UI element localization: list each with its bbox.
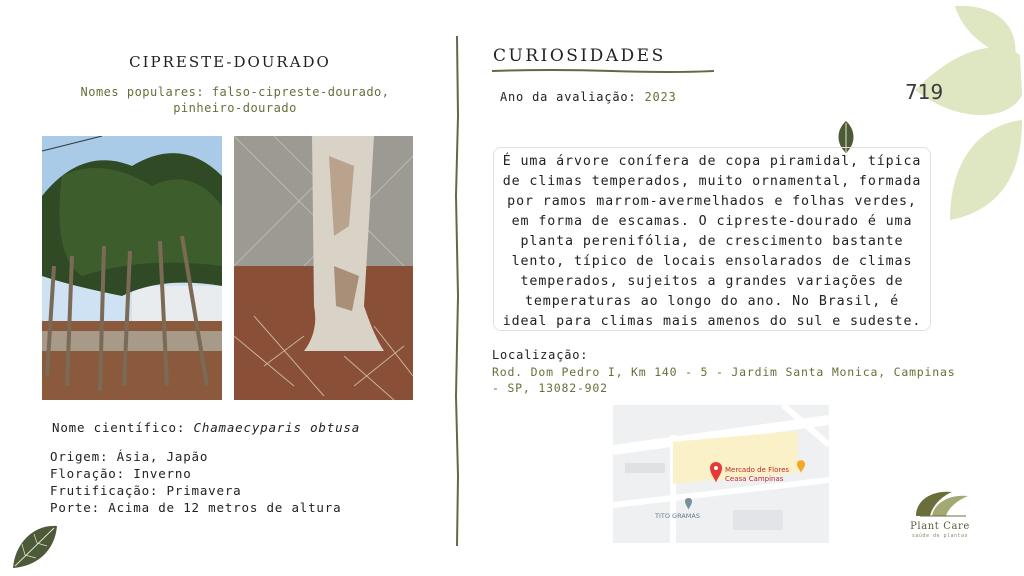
decorative-leaf-bottom-left bbox=[10, 522, 60, 570]
year-label: Ano da avaliação: bbox=[500, 90, 637, 104]
popular-names-label: Nomes populares: bbox=[80, 85, 205, 99]
scientific-name-label: Nome científico: bbox=[52, 420, 186, 435]
brand-name: Plant Care bbox=[910, 521, 970, 532]
flowering-text: Floração: Inverno bbox=[50, 466, 192, 481]
plant-care-logo-icon bbox=[912, 488, 970, 520]
trunk-photo bbox=[234, 136, 413, 400]
location-map[interactable] bbox=[613, 405, 829, 543]
evaluation-year bbox=[500, 90, 677, 104]
fruiting-text: Frutificação: Primavera bbox=[50, 483, 242, 498]
brand-tagline: saúde de plantas bbox=[911, 533, 969, 539]
popular-names-value: falso-cipreste-dourado, pinheiro-dourado bbox=[173, 85, 390, 115]
map-place-line2: Ceasa Campinas bbox=[725, 475, 784, 483]
scientific-name-value: Chamaecyparis obtusa bbox=[193, 420, 361, 435]
curiosities-title: CURIOSIDADES bbox=[493, 46, 666, 66]
plant-facts bbox=[50, 448, 341, 516]
description-text: É uma árvore conífera de copa piramidal, típica de climas temperados, muito ornamental, formada por ramos marrom-avermelhados e folhas verdes, em forma de escamas. O cipreste-dourado é uma planta perenifólia, de crescimento bastante lento, típico de locais ensolarados de climas temperados, sujeitos a grandes variações de temperaturas ao longo do ano. No Brasil, é ideal para climas mais amenos do sul e sudeste. bbox=[502, 154, 922, 329]
tree-photo bbox=[42, 136, 222, 400]
plant-title: CIPRESTE-DOURADO bbox=[129, 53, 331, 71]
scientific-name bbox=[52, 420, 360, 435]
title-underline bbox=[492, 67, 714, 75]
size-text: Porte: Acima de 12 metros de altura bbox=[50, 500, 342, 515]
popular-names bbox=[50, 84, 420, 116]
description-box bbox=[493, 147, 931, 331]
evaluation-number-badge: 719 bbox=[905, 80, 944, 104]
column-divider bbox=[453, 36, 461, 546]
map-place-line1: Mercado de Flores bbox=[725, 466, 790, 474]
location-address: Rod. Dom Pedro I, Km 140 - 5 - Jardim Santa Monica, Campinas - SP, 13082-902 bbox=[492, 365, 956, 395]
map-secondary-place: TITO GRAMAS bbox=[655, 512, 700, 520]
location-label: Localização: bbox=[492, 348, 589, 362]
origin-text: Origem: Ásia, Japão bbox=[50, 449, 209, 464]
year-value: 2023 bbox=[644, 90, 677, 104]
